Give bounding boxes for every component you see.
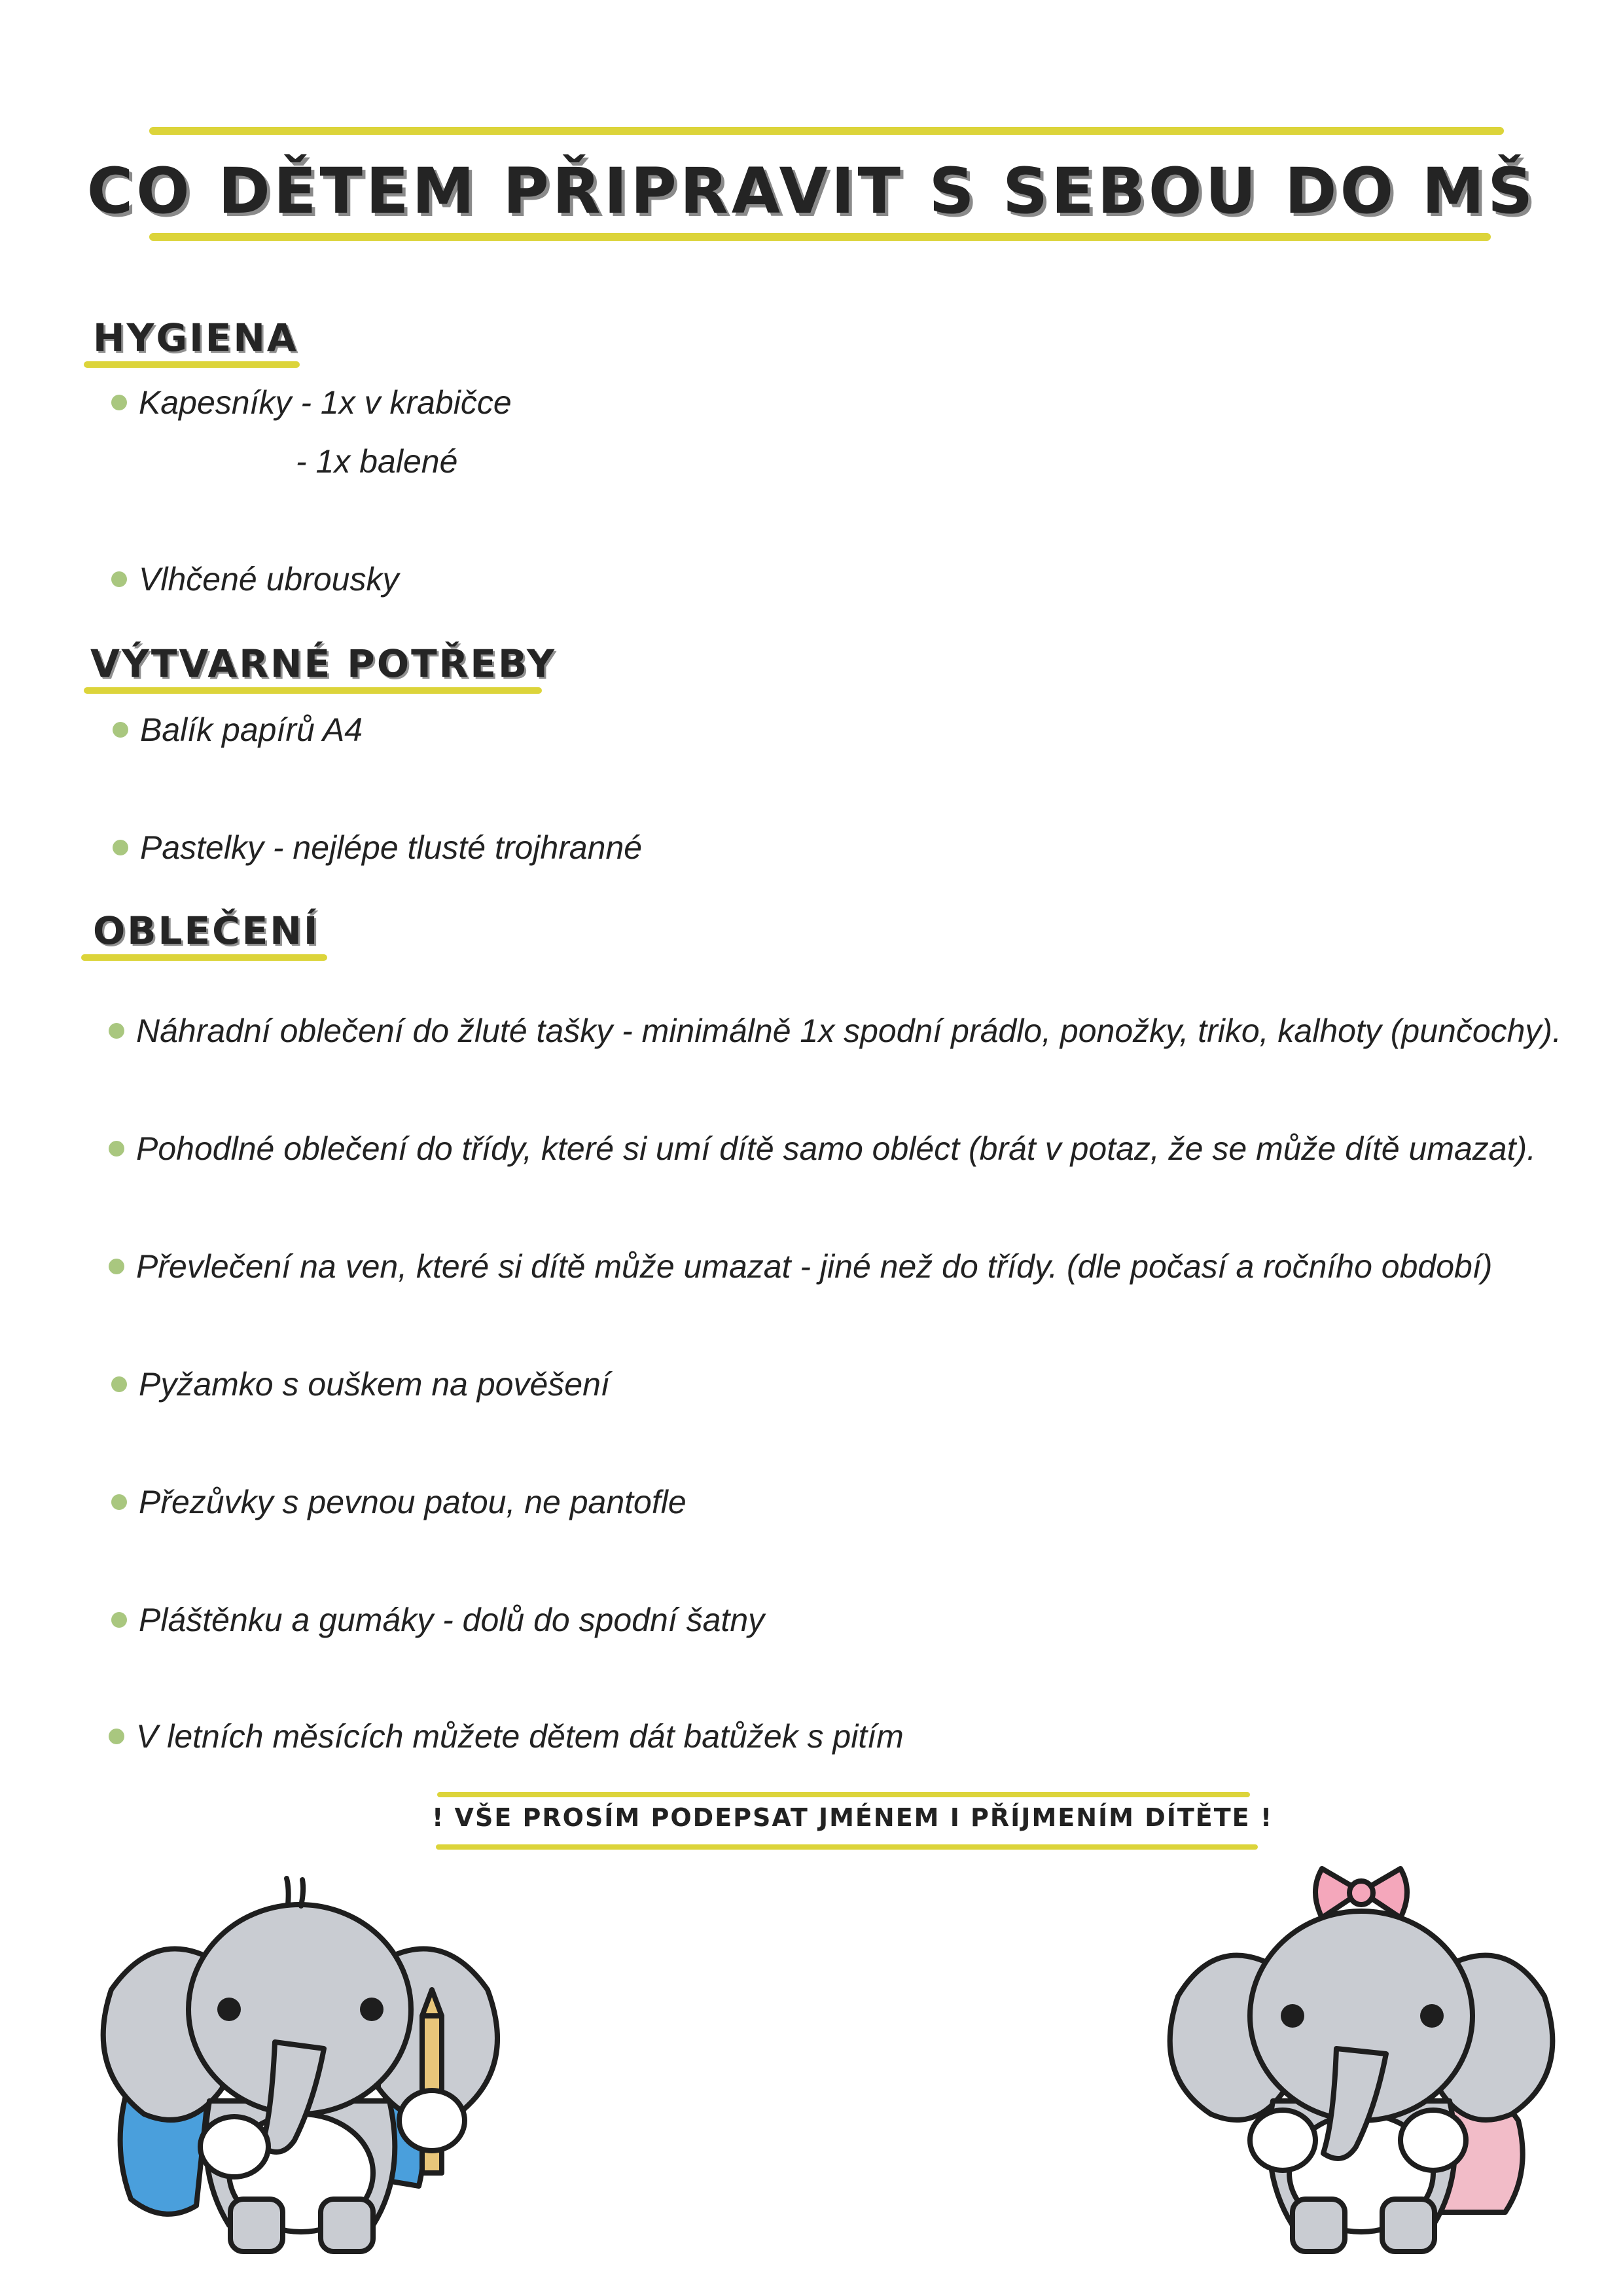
list-item: Vlhčené ubrousky <box>111 560 399 598</box>
bullet-icon <box>113 840 128 855</box>
bullet-icon <box>111 1612 127 1628</box>
section-heading-underline <box>81 954 327 961</box>
elephant-boy-illustration <box>65 1806 537 2278</box>
list-item: Přezůvky s pevnou patou, ne pantofle <box>111 1483 687 1521</box>
list-item: - 1x balené <box>296 443 458 480</box>
elephant-girl-illustration <box>1126 1806 1597 2278</box>
list-item: Pyžamko s ouškem na pověšení <box>111 1365 610 1403</box>
bullet-icon <box>109 1023 124 1039</box>
note-underline-top <box>437 1792 1250 1797</box>
bullet-icon <box>111 1494 127 1510</box>
title-underline-bottom <box>149 233 1491 241</box>
bullet-icon <box>111 1376 127 1392</box>
title-underline-top <box>149 127 1504 135</box>
bullet-icon <box>109 1141 124 1157</box>
section-heading-underline <box>84 361 300 368</box>
list-item: Pohodlné oblečení do třídy, které si umí dítě samo obléct (brát v potaz, že se může dítě umazat). <box>109 1130 1536 1168</box>
bullet-icon <box>109 1259 124 1274</box>
page-title: CO DĚTEM PŘIPRAVIT S SEBOU DO MŠ <box>86 154 1537 228</box>
bullet-icon <box>109 1729 124 1744</box>
list-item: Převlečení na ven, které si dítě může umazat - jiné než do třídy. (dle počasí a ročního období) <box>109 1247 1492 1285</box>
section-heading-hygiena: HYGIENA <box>93 315 298 360</box>
list-item: Balík papírů A4 <box>113 711 363 749</box>
list-item: Pláštěnku a gumáky - dolů do spodní šatny <box>111 1601 764 1639</box>
bullet-icon <box>111 395 127 410</box>
list-item: Náhradní oblečení do žluté tašky - minimálně 1x spodní prádlo, ponožky, triko, kalhoty (punčochy). <box>109 1012 1561 1050</box>
bullet-icon <box>113 722 128 738</box>
list-item: V letních měsících můžete dětem dát batůžek s pitím <box>109 1717 904 1755</box>
section-heading-obleceni: OBLEČENÍ <box>93 908 320 953</box>
bullet-icon <box>111 571 127 587</box>
section-heading-vytvarne-potreby: VÝTVARNÉ POTŘEBY <box>90 641 556 686</box>
list-item: Pastelky - nejlépe tlusté trojhranné <box>113 829 642 867</box>
list-item: Kapesníky - 1x v krabičce <box>111 384 512 422</box>
signature-note: ! VŠE PROSÍM PODEPSAT JMÉNEM I PŘÍJMENÍM DÍTĚTE ! <box>432 1803 1274 1832</box>
section-heading-underline <box>84 687 542 694</box>
